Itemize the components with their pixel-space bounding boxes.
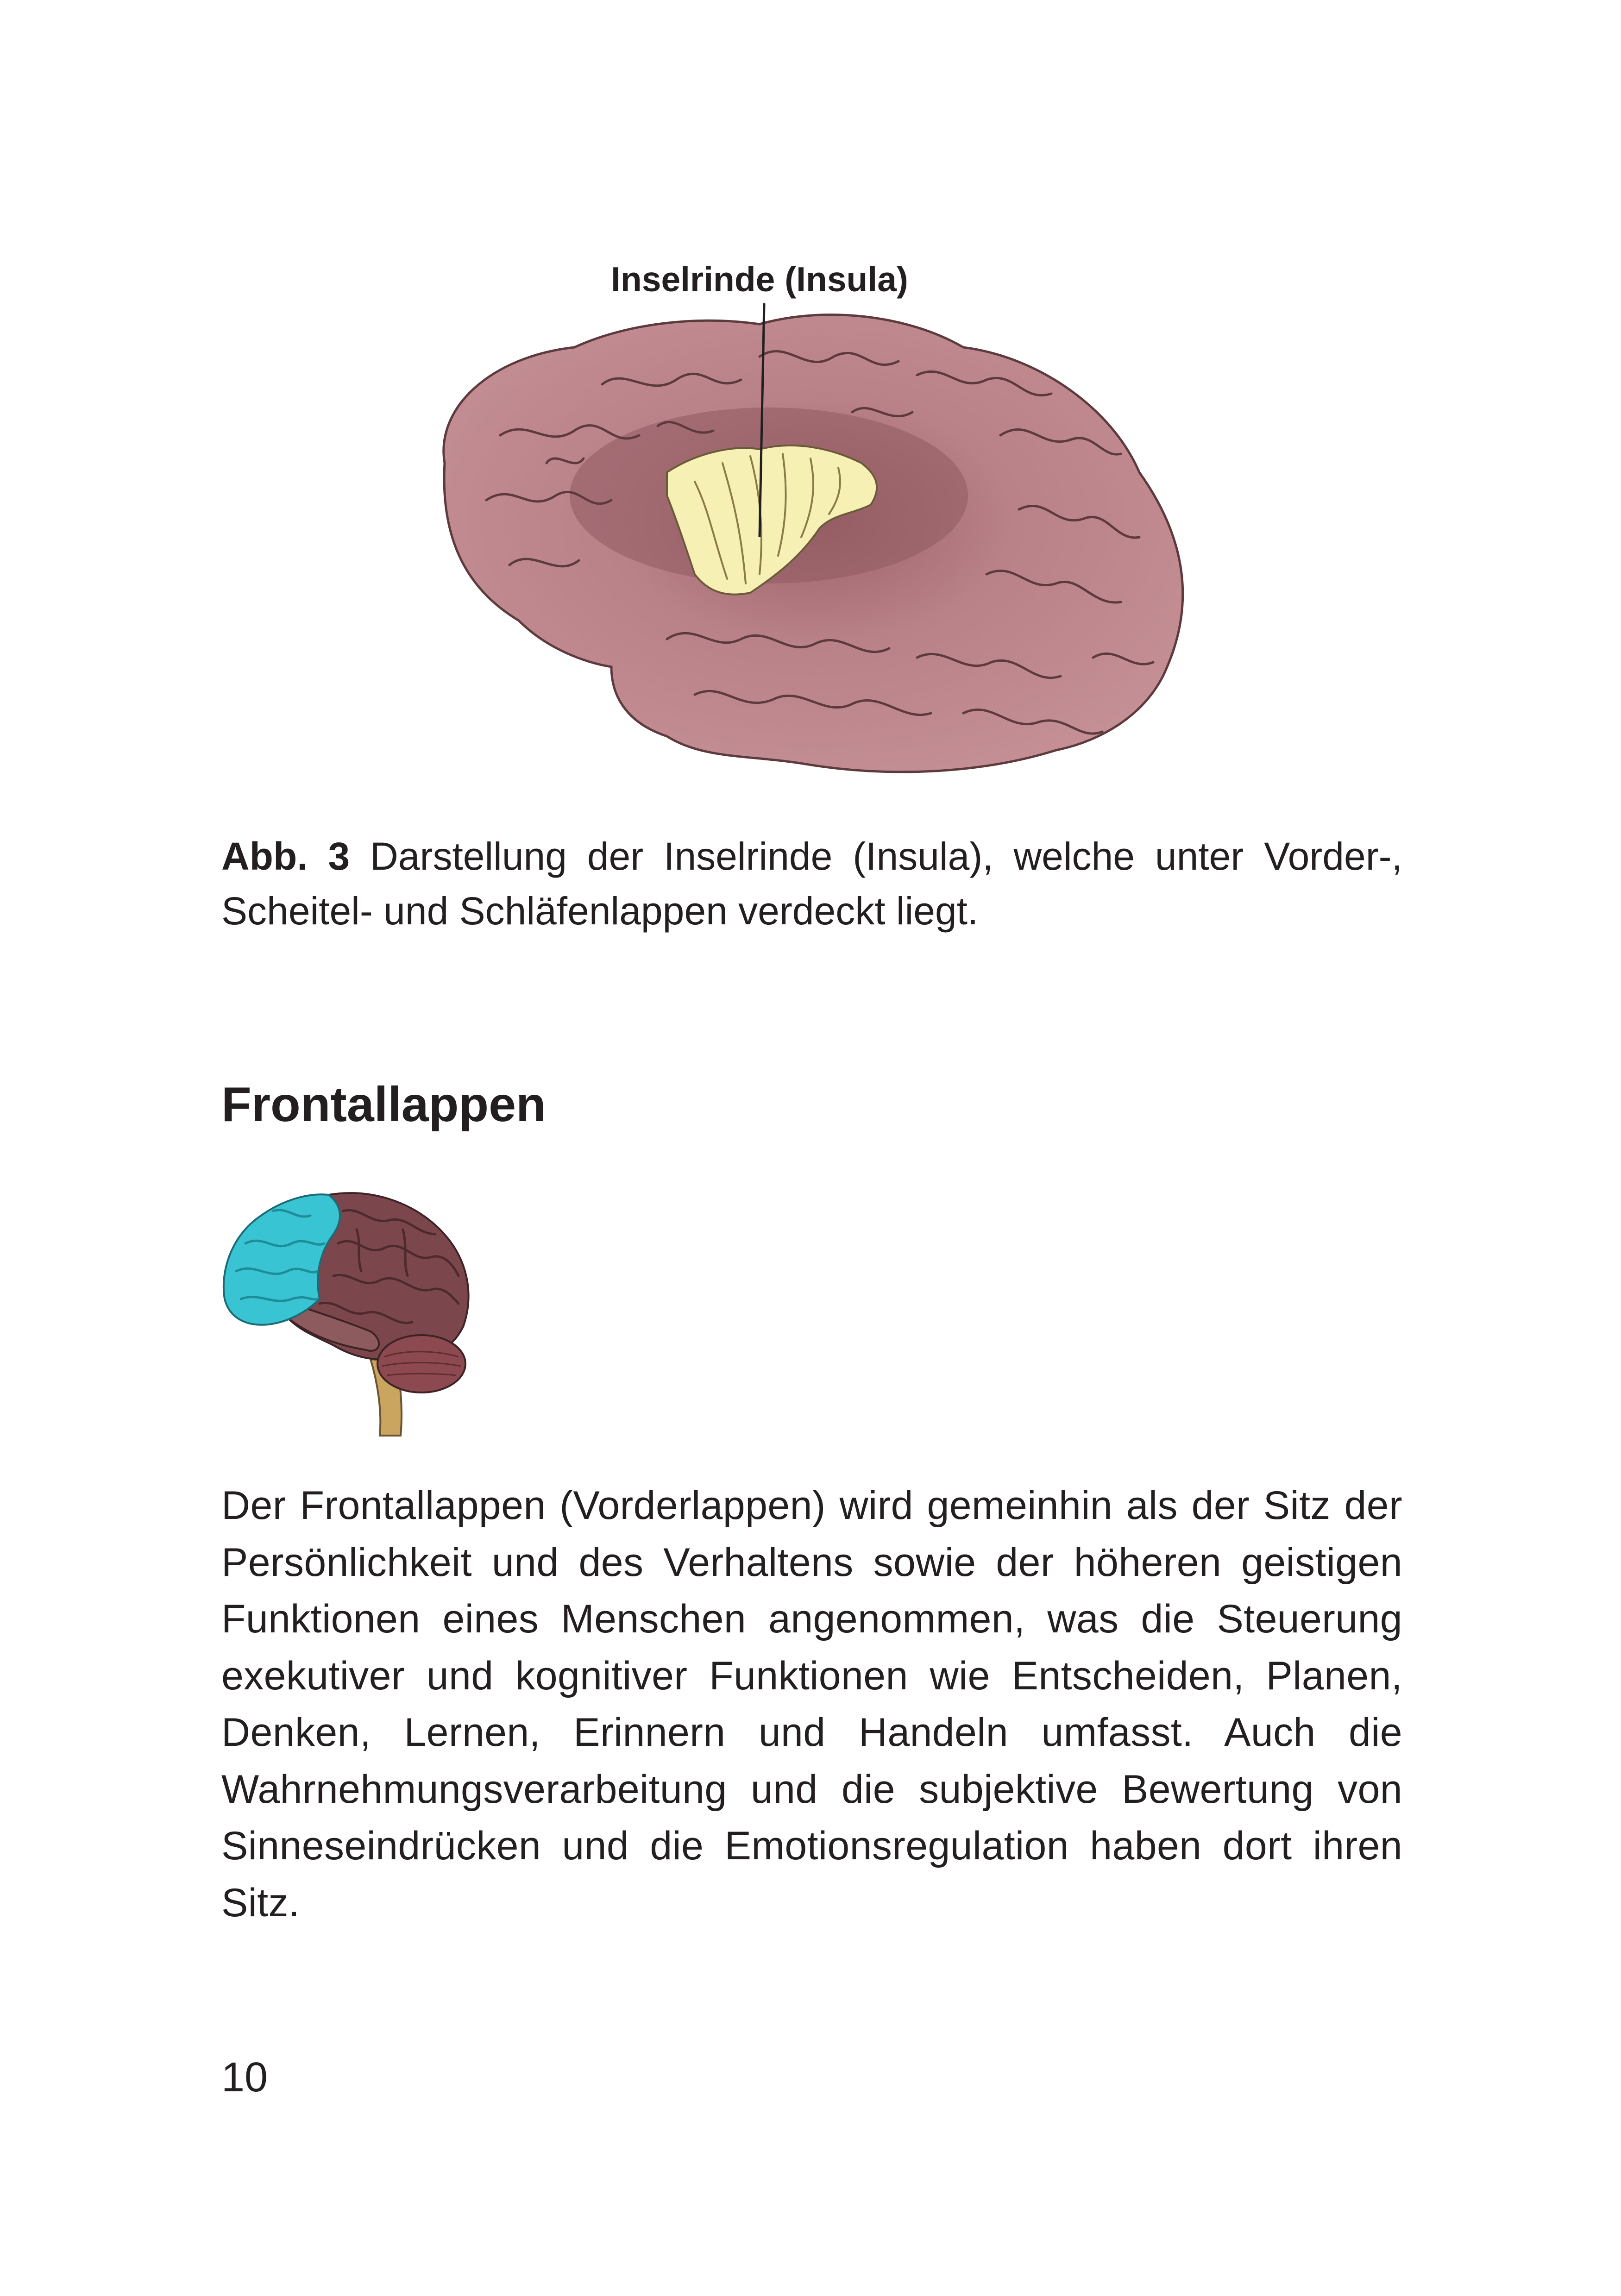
- figure-label-insula: Inselrinde (Insula): [611, 260, 908, 299]
- caption-text: Darstellung der Inselrinde (Insula), welche unter Vorder-, Scheitel- und Schläfenlappen verdeckt liegt.: [221, 834, 1402, 933]
- section-heading: Frontallappen: [221, 1077, 546, 1132]
- caption-label: Abb. 3: [221, 834, 350, 878]
- insula-brain-illustration: [408, 296, 1213, 787]
- body-paragraph: Der Frontallappen (Vorderlappen) wird gemeinhin als der Sitz der Persönlichkeit und des Verhaltens sowie der höheren geistigen Funktionen eines Menschen angenommen, was die Steuerung exekutiver und kognitiver Funktionen wie Entscheiden, Planen, Denken, Lernen, Erinnern und Handeln umfasst. Auch die Wahrnehmungsverarbeitung und die subjektive Bewertung von Sinneseindrücken und die Emotionsregulation haben dort ihren Sitz.: [221, 1483, 1402, 1925]
- frontal-lobe-brain-illustration: [218, 1183, 482, 1440]
- cerebellum: [377, 1335, 465, 1393]
- figure-caption: [221, 829, 1402, 938]
- page-number: 10: [221, 2054, 268, 2101]
